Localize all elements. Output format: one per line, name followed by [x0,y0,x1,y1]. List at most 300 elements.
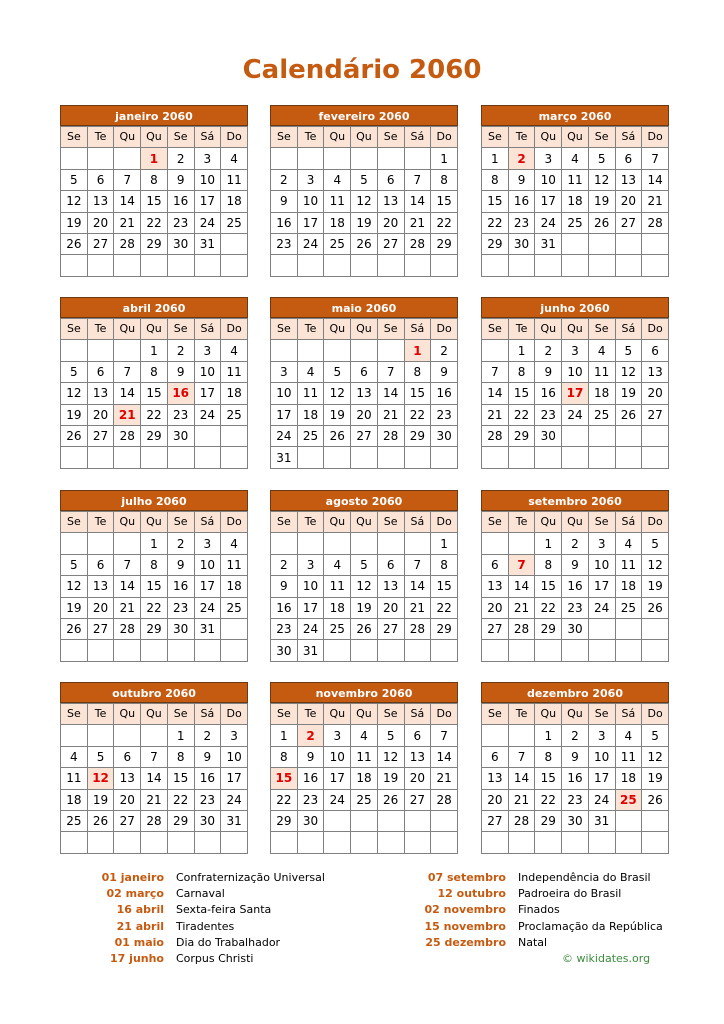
empty-cell [194,255,221,276]
empty-cell [114,533,141,554]
weekday-header: Se [588,512,615,533]
day-cell: 4 [221,340,248,361]
weekday-header: Do [431,319,458,340]
week-row [271,597,458,618]
empty-cell [508,832,535,853]
day-cell: 3 [271,361,298,382]
day-cell: 30 [167,233,194,254]
day-cell: 21 [431,768,458,789]
day-cell: 11 [615,746,642,767]
day-cell: 22 [167,789,194,810]
week-row [61,768,248,789]
day-cell: 18 [221,576,248,597]
day-cell: 13 [351,383,378,404]
empty-cell [377,340,404,361]
day-cell: 4 [324,554,351,575]
day-cell: 20 [87,212,114,233]
day-cell: 3 [324,725,351,746]
weekday-header: Te [297,127,324,148]
empty-cell [642,618,669,639]
day-cell: 14 [431,746,458,767]
month-block [270,490,458,662]
holiday-name: Dia do Trabalhador [176,935,281,949]
empty-cell [141,725,168,746]
empty-cell [377,255,404,276]
empty-cell [114,725,141,746]
day-cell: 22 [535,597,562,618]
day-cell: 25 [351,789,378,810]
month-table [270,703,458,854]
holiday-date: 01 maio [114,935,164,949]
weekday-header: Sá [194,127,221,148]
day-cell: 24 [194,212,221,233]
empty-cell [221,425,248,446]
day-cell: 27 [615,212,642,233]
month-table [270,318,458,469]
day-cell: 5 [351,554,378,575]
day-cell: 9 [535,361,562,382]
holiday-item [400,886,663,902]
holiday-name: Corpus Christi [176,952,254,966]
week-row [482,425,669,446]
holiday-day-cell: 1 [141,148,168,169]
day-cell: 8 [141,554,168,575]
day-cell: 26 [61,425,88,446]
day-cell: 9 [431,361,458,382]
empty-cell [324,340,351,361]
day-cell: 29 [482,233,509,254]
empty-cell [508,640,535,661]
weekday-header: Se [271,704,298,725]
weekday-header: Te [508,319,535,340]
day-cell: 12 [351,191,378,212]
day-cell: 15 [141,576,168,597]
day-cell: 29 [535,810,562,831]
day-cell: 16 [167,576,194,597]
empty-cell [114,640,141,661]
empty-cell [141,640,168,661]
day-cell: 17 [297,597,324,618]
day-cell: 5 [588,148,615,169]
empty-cell [351,533,378,554]
day-cell: 13 [377,191,404,212]
day-cell: 10 [297,576,324,597]
empty-cell [562,425,589,446]
weekday-header: Se [61,704,88,725]
day-cell: 30 [431,425,458,446]
empty-cell [114,255,141,276]
day-cell: 2 [167,533,194,554]
weekday-header: Qu [141,704,168,725]
day-cell: 22 [535,789,562,810]
weekday-row [61,127,248,148]
day-cell: 21 [141,789,168,810]
empty-cell [642,832,669,853]
weekday-header: Se [271,512,298,533]
empty-cell [535,255,562,276]
week-row [271,169,458,190]
day-cell: 29 [141,233,168,254]
weekday-header: Qu [114,704,141,725]
weekday-header: Sá [404,127,431,148]
day-cell: 9 [167,169,194,190]
week-row [61,212,248,233]
day-cell: 11 [221,554,248,575]
day-cell: 27 [482,810,509,831]
holiday-date: 07 setembro [427,871,506,884]
day-cell: 23 [167,597,194,618]
empty-cell [615,233,642,254]
day-cell: 25 [324,618,351,639]
day-cell: 28 [508,618,535,639]
day-cell: 31 [194,618,221,639]
weekday-header: Qu [141,319,168,340]
week-row [482,810,669,831]
week-row [482,212,669,233]
weekday-header: Do [642,512,669,533]
empty-cell [87,533,114,554]
weekday-header: Se [61,319,88,340]
empty-cell [404,810,431,831]
day-cell: 10 [194,169,221,190]
holiday-item [90,902,325,918]
day-cell: 17 [588,768,615,789]
empty-cell [221,233,248,254]
day-cell: 19 [61,212,88,233]
holiday-day-cell: 7 [508,554,535,575]
day-cell: 3 [297,554,324,575]
day-cell: 2 [167,340,194,361]
day-cell: 7 [141,746,168,767]
weekday-header: Qu [324,127,351,148]
day-cell: 18 [297,404,324,425]
day-cell: 13 [87,383,114,404]
month-block [270,105,458,277]
day-cell: 14 [404,576,431,597]
day-cell: 30 [167,425,194,446]
weekday-header: Do [221,704,248,725]
weekday-header: Se [167,319,194,340]
holiday-day-cell: 2 [508,148,535,169]
month-block [60,105,248,277]
empty-cell [167,832,194,853]
month-table [270,511,458,662]
day-cell: 30 [562,618,589,639]
day-cell: 22 [271,789,298,810]
empty-cell [404,832,431,853]
week-row [271,576,458,597]
day-cell: 22 [141,597,168,618]
day-cell: 10 [535,169,562,190]
day-cell: 9 [297,746,324,767]
day-cell: 1 [482,148,509,169]
week-row [482,768,669,789]
empty-cell [431,640,458,661]
empty-cell [535,447,562,468]
empty-cell [431,832,458,853]
weekday-header: Qu [535,127,562,148]
day-cell: 23 [431,404,458,425]
day-cell: 5 [377,725,404,746]
weekday-header: Se [377,512,404,533]
day-cell: 18 [588,383,615,404]
weekday-header: Se [588,704,615,725]
empty-cell [482,725,509,746]
holiday-date: 15 novembro [424,919,506,933]
day-cell: 11 [324,191,351,212]
empty-cell [431,810,458,831]
holiday-date: 02 março [106,887,164,901]
weekday-header: Qu [324,319,351,340]
day-cell: 21 [482,404,509,425]
empty-cell [87,832,114,853]
empty-cell [271,255,298,276]
weekday-header: Te [87,512,114,533]
day-cell: 20 [114,789,141,810]
week-row [271,789,458,810]
day-cell: 27 [87,618,114,639]
day-cell: 18 [351,768,378,789]
empty-cell [377,810,404,831]
weekday-header: Qu [562,319,589,340]
day-cell: 11 [324,576,351,597]
day-cell: 2 [431,340,458,361]
day-cell: 3 [562,340,589,361]
day-cell: 10 [297,191,324,212]
month-table [481,703,669,854]
weekday-header: Te [297,319,324,340]
day-cell: 7 [642,148,669,169]
week-row [482,533,669,554]
empty-cell [615,425,642,446]
day-cell: 20 [404,768,431,789]
empty-cell [642,640,669,661]
day-cell: 28 [508,810,535,831]
day-cell: 12 [61,576,88,597]
day-cell: 7 [508,746,535,767]
week-row [271,725,458,746]
weekday-header: Qu [535,512,562,533]
day-cell: 27 [404,789,431,810]
weekday-header: Qu [351,127,378,148]
empty-cell [87,725,114,746]
day-cell: 19 [351,597,378,618]
day-cell: 16 [271,212,298,233]
day-cell: 6 [114,746,141,767]
empty-cell [141,255,168,276]
day-cell: 2 [271,169,298,190]
day-cell: 5 [615,340,642,361]
day-cell: 28 [114,425,141,446]
weekday-header: Qu [562,127,589,148]
day-cell: 13 [482,576,509,597]
weekday-row [61,319,248,340]
weekday-header: Te [87,127,114,148]
empty-cell [271,148,298,169]
week-row [61,233,248,254]
day-cell: 13 [377,576,404,597]
day-cell: 11 [615,554,642,575]
day-cell: 26 [87,810,114,831]
day-cell: 19 [642,576,669,597]
holiday-name: Padroeira do Brasil [518,887,622,901]
day-cell: 25 [562,212,589,233]
day-cell: 8 [508,361,535,382]
day-cell: 18 [221,383,248,404]
day-cell: 7 [114,361,141,382]
day-cell: 23 [271,618,298,639]
weekday-header: Qu [114,512,141,533]
day-cell: 1 [271,725,298,746]
week-row [482,255,669,276]
weekday-header: Do [642,704,669,725]
day-cell: 2 [271,554,298,575]
empty-cell [141,832,168,853]
week-row [271,447,458,468]
week-row [482,554,669,575]
day-cell: 16 [562,768,589,789]
day-cell: 30 [297,810,324,831]
empty-cell [297,533,324,554]
weekday-header: Se [482,127,509,148]
day-cell: 19 [61,404,88,425]
day-cell: 22 [141,212,168,233]
day-cell: 9 [508,169,535,190]
day-cell: 4 [297,361,324,382]
day-cell: 11 [61,768,88,789]
day-cell: 25 [588,404,615,425]
day-cell: 6 [482,554,509,575]
day-cell: 11 [221,361,248,382]
day-cell: 31 [221,810,248,831]
day-cell: 15 [535,768,562,789]
day-cell: 10 [194,554,221,575]
holiday-item [400,935,663,951]
month-block [481,105,669,277]
empty-cell [377,640,404,661]
day-cell: 3 [535,148,562,169]
week-row [271,191,458,212]
weekday-row [482,127,669,148]
month-block [270,297,458,469]
weekday-header: Qu [141,512,168,533]
day-cell: 21 [508,597,535,618]
day-cell: 3 [221,725,248,746]
day-cell: 5 [642,725,669,746]
month-block [481,490,669,662]
weekday-header: Qu [324,704,351,725]
week-row [271,148,458,169]
empty-cell [562,640,589,661]
week-row [482,447,669,468]
day-cell: 30 [508,233,535,254]
empty-cell [114,340,141,361]
day-cell: 17 [221,768,248,789]
day-cell: 28 [114,233,141,254]
empty-cell [615,255,642,276]
empty-cell [377,447,404,468]
day-cell: 29 [167,810,194,831]
empty-cell [351,832,378,853]
day-cell: 7 [114,554,141,575]
month-table [481,126,669,277]
day-cell: 11 [221,169,248,190]
day-cell: 18 [324,597,351,618]
empty-cell [351,640,378,661]
empty-cell [324,832,351,853]
day-cell: 22 [431,597,458,618]
holiday-name: Confraternização Universal [176,871,325,884]
day-cell: 11 [297,383,324,404]
day-cell: 21 [377,404,404,425]
week-row [61,597,248,618]
day-cell: 5 [61,361,88,382]
month-table [481,318,669,469]
day-cell: 14 [482,383,509,404]
holiday-item [400,902,663,918]
day-cell: 16 [508,191,535,212]
empty-cell [61,340,88,361]
empty-cell [324,640,351,661]
day-cell: 19 [61,597,88,618]
day-cell: 21 [404,597,431,618]
day-cell: 16 [297,768,324,789]
empty-cell [642,233,669,254]
empty-cell [642,810,669,831]
day-cell: 1 [508,340,535,361]
day-cell: 7 [114,169,141,190]
day-cell: 16 [431,383,458,404]
day-cell: 28 [377,425,404,446]
day-cell: 4 [615,725,642,746]
empty-cell [61,533,88,554]
holiday-list-left [90,870,325,967]
day-cell: 29 [508,425,535,446]
day-cell: 13 [87,576,114,597]
day-cell: 14 [114,576,141,597]
week-row [61,361,248,382]
day-cell: 24 [297,233,324,254]
weekday-header: Sá [615,319,642,340]
day-cell: 12 [351,576,378,597]
weekday-header: Qu [351,704,378,725]
week-row [61,255,248,276]
week-row [271,340,458,361]
day-cell: 24 [221,789,248,810]
weekday-row [61,512,248,533]
week-row [271,425,458,446]
empty-cell [194,832,221,853]
day-cell: 13 [404,746,431,767]
day-cell: 18 [324,212,351,233]
day-cell: 15 [141,383,168,404]
holiday-day-cell: 15 [271,768,298,789]
empty-cell [351,340,378,361]
day-cell: 29 [271,810,298,831]
day-cell: 20 [482,789,509,810]
day-cell: 15 [431,576,458,597]
day-cell: 21 [404,212,431,233]
empty-cell [377,832,404,853]
day-cell: 22 [482,212,509,233]
empty-cell [615,810,642,831]
empty-cell [615,447,642,468]
day-cell: 13 [642,361,669,382]
month-title: dezembro 2060 [481,682,669,703]
holiday-day-cell: 16 [167,383,194,404]
week-row [271,554,458,575]
empty-cell [141,447,168,468]
